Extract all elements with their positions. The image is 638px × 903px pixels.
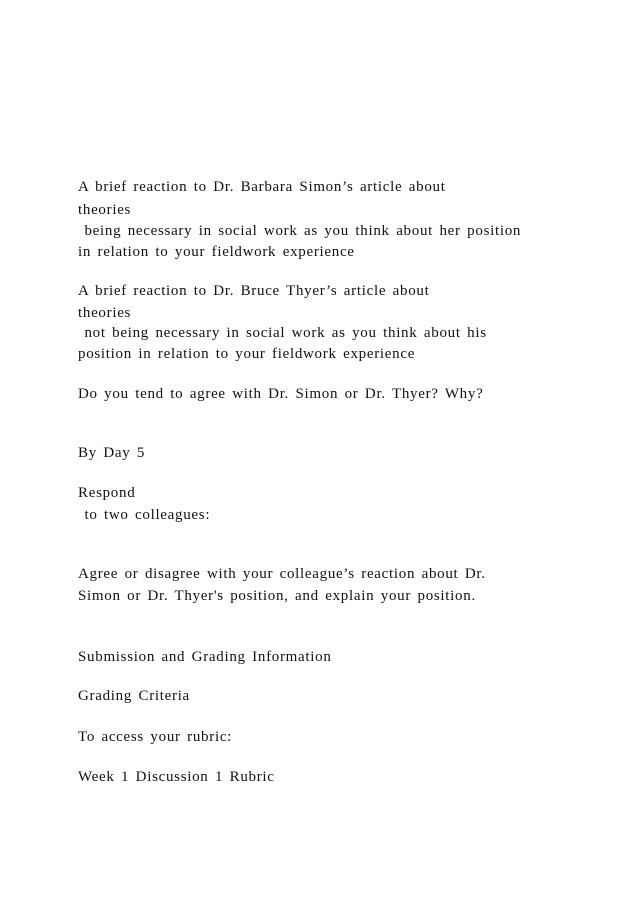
text-line: Do you tend to agree with Dr. Simon or Dr. Thyer? Why?	[78, 386, 484, 402]
text-line: A brief reaction to Dr. Barbara Simon’s article about	[78, 179, 446, 195]
text-line: theories	[78, 202, 132, 218]
text-line: position in relation to your fieldwork experience	[78, 346, 416, 362]
text-line: theories	[78, 305, 132, 321]
text-line: not being necessary in social work as you think about his	[78, 325, 487, 341]
text-line: To access your rubric:	[78, 729, 233, 745]
text-line: By Day 5	[78, 445, 146, 461]
text-line: Week 1 Discussion 1 Rubric	[78, 769, 275, 785]
text-line: in relation to your fieldwork experience	[78, 244, 355, 260]
text-line: to two colleagues:	[78, 507, 211, 523]
text-line: Agree or disagree with your colleague’s reaction about Dr.	[78, 566, 486, 582]
text-line: Respond	[78, 485, 136, 501]
text-line: Grading Criteria	[78, 688, 190, 704]
text-line: Simon or Dr. Thyer's position, and explain your position.	[78, 588, 476, 604]
text-line: A brief reaction to Dr. Bruce Thyer’s article about	[78, 283, 430, 299]
text-line: Submission and Grading Information	[78, 649, 332, 665]
text-line: being necessary in social work as you think about her position	[78, 223, 522, 239]
